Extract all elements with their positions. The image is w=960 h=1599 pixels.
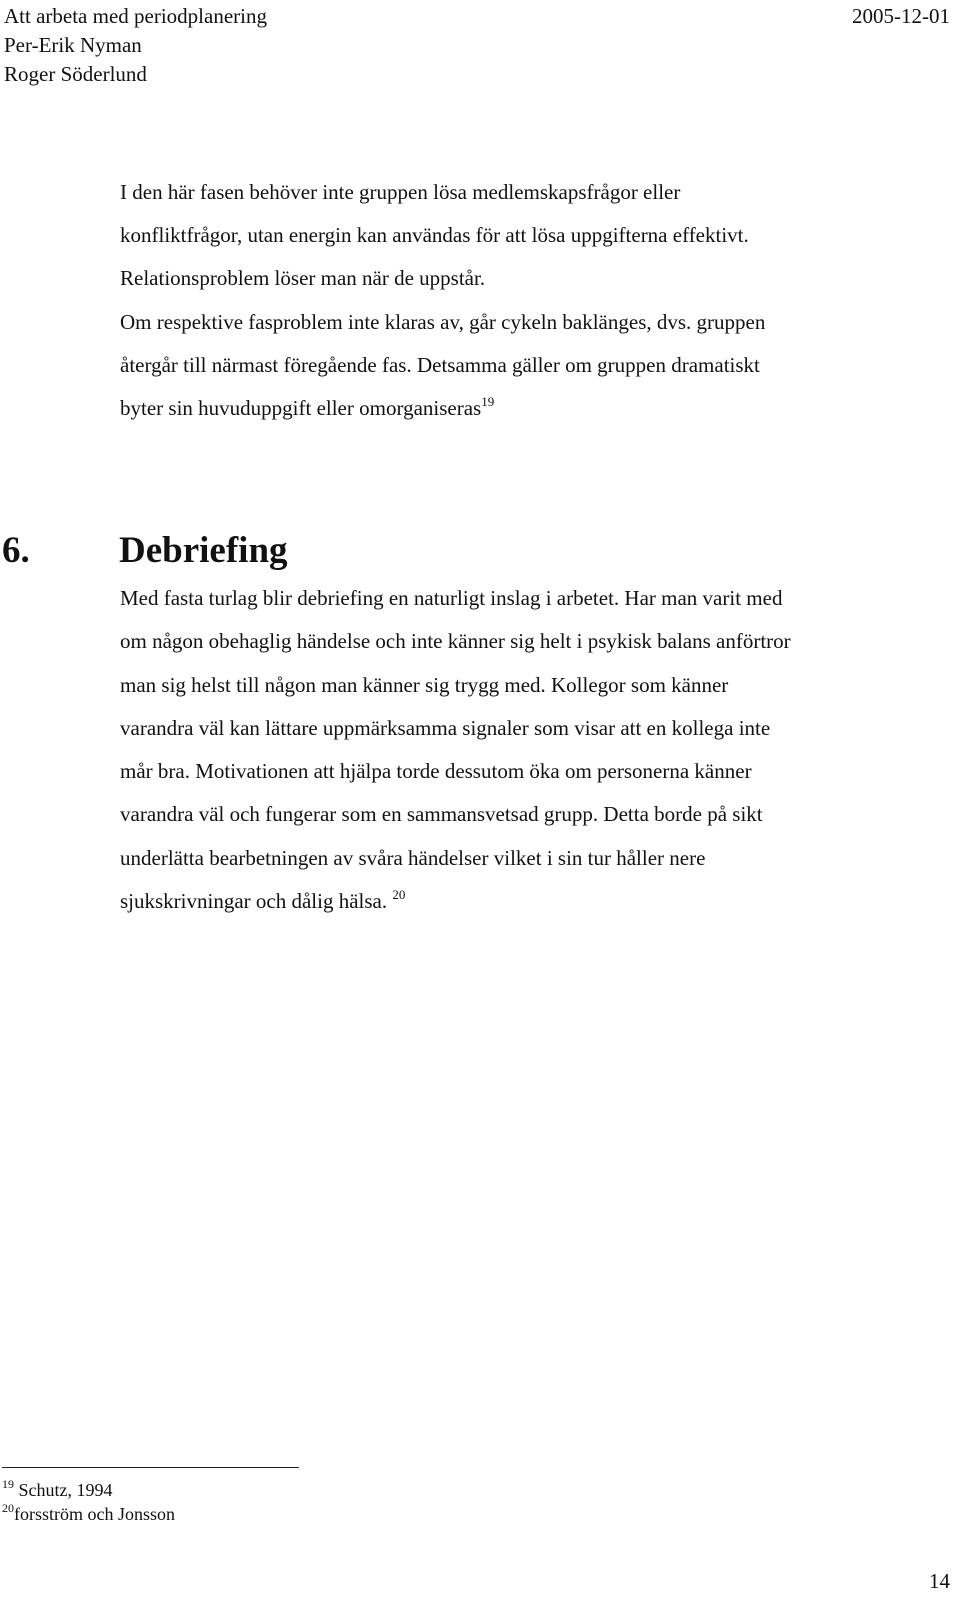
footnote-item xyxy=(2,1502,175,1526)
author-name: Per-Erik Nyman xyxy=(4,33,142,57)
header-left-block xyxy=(4,2,267,89)
text-line: Relationsproblem löser man när de uppstår. xyxy=(120,266,486,291)
section-number: 6. xyxy=(2,529,30,571)
text-line-last xyxy=(120,387,910,430)
footnote-separator xyxy=(2,1467,299,1468)
text-line: varandra väl kan lättare uppmärksamma signaler som visar att en kollega inte xyxy=(120,715,771,740)
text-line: Med fasta turlag blir debriefing en naturligt inslag i arbetet. Har man varit med xyxy=(120,586,783,610)
footnote-text: forsström och Jonsson xyxy=(14,1504,175,1524)
text-line: om någon obehaglig händelse och inte känner sig helt i psykisk balans anförtror xyxy=(120,629,791,654)
text-line: Om respektive fasproblem inte klaras av, går cykeln baklänges, dvs. gruppen xyxy=(120,309,766,334)
section-title: Debriefing xyxy=(119,529,288,571)
footnotes xyxy=(2,1478,175,1526)
footnote-reference: 20 xyxy=(392,887,406,903)
text-line: varandra väl och fungerar som en sammansvetsad grupp. Detta borde på sikt xyxy=(120,802,763,827)
text-line: mår bra. Motivationen att hjälpa torde dessutom öka om personerna känner xyxy=(120,759,752,784)
section-heading xyxy=(2,529,288,573)
paragraph-group-phases xyxy=(120,171,910,430)
text-line-last xyxy=(120,880,910,923)
footnote-number: 19 xyxy=(2,1477,14,1491)
footnote-item xyxy=(2,1478,175,1502)
footnote-text: Schutz, 1994 xyxy=(14,1480,113,1500)
page-number: 14 xyxy=(929,1569,950,1593)
author-name: Roger Söderlund xyxy=(4,62,147,86)
text-line: återgår till närmast föregående fas. Detsamma gäller om gruppen dramatiskt xyxy=(120,352,760,377)
text-line: underlätta bearbetningen av svåra händelser vilket i sin tur håller nere xyxy=(120,845,706,870)
text-line-content: sjukskrivningar och dålig hälsa. xyxy=(120,889,388,914)
text-line-content: byter sin huvuduppgift eller omorganiseras xyxy=(120,396,482,421)
document-title: Att arbeta med periodplanering xyxy=(4,4,267,28)
footnote-reference: 19 xyxy=(481,394,495,410)
paragraph-debriefing xyxy=(120,577,910,923)
text-line: konfliktfrågor, utan energin kan användas för att lösa uppgifterna effektivt. xyxy=(120,223,749,248)
text-line: man sig helst till någon man känner sig trygg med. Kollegor som känner xyxy=(120,672,729,697)
footnote-number: 20 xyxy=(2,1501,14,1515)
document-date: 2005-12-01 xyxy=(852,4,950,28)
text-line: I den här fasen behöver inte gruppen lösa medlemskapsfrågor eller xyxy=(120,180,681,204)
